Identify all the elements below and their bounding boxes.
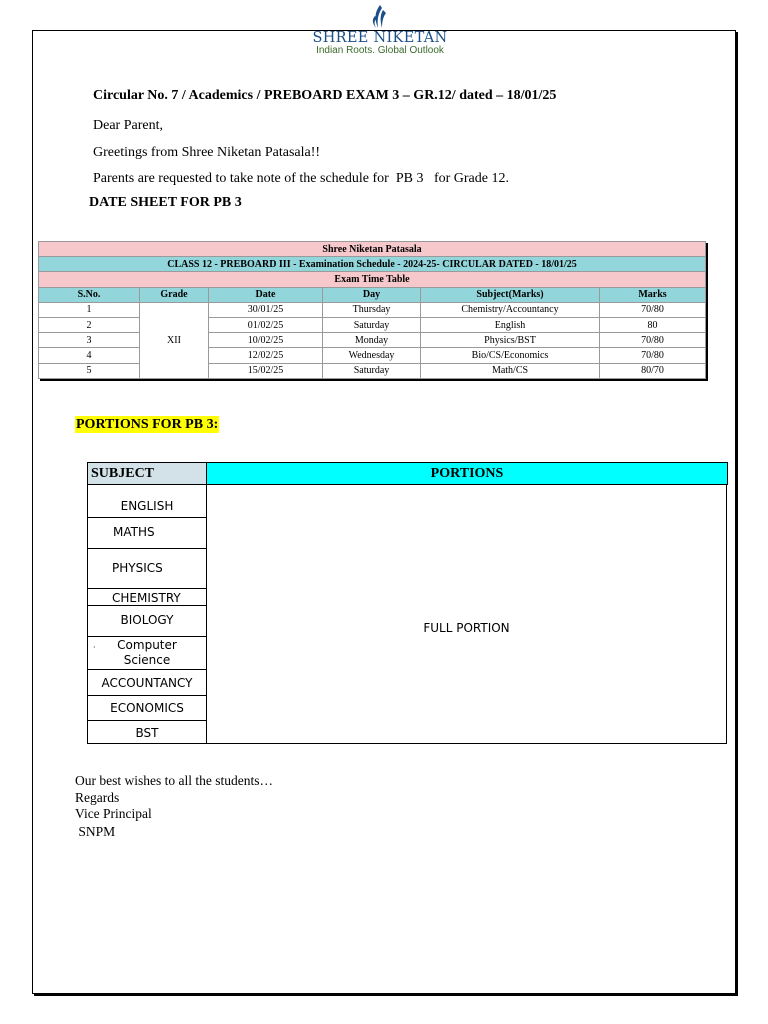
cell-date: 30/01/25 <box>209 302 323 317</box>
col-header-subject: Subject(Marks) <box>421 287 600 302</box>
logo-tagline: Indian Roots. Global Outlook <box>316 45 444 56</box>
school-logo <box>300 4 460 58</box>
col-header-day: Day <box>323 287 421 302</box>
subject-chemistry: CHEMISTRY <box>88 589 206 606</box>
subject-physics: PHYSICS <box>88 549 206 589</box>
closing-org: SNPM <box>75 824 116 839</box>
subject-column <box>87 485 207 744</box>
cell-marks: 80 <box>600 317 706 332</box>
cell-marks: 70/80 <box>600 333 706 348</box>
portions-header: PORTIONS <box>207 462 728 485</box>
col-header-grade: Grade <box>140 287 209 302</box>
cell-marks: 70/80 <box>600 348 706 363</box>
subject-english: ENGLISH <box>88 485 206 518</box>
cell-subject: Bio/CS/Economics <box>421 348 600 363</box>
greeting: Greetings from Shree Niketan Patasala!! <box>93 145 321 160</box>
request-text: Parents are requested to take note of the schedule for PB 3 for Grade 12. <box>93 171 509 186</box>
col-header-date: Date <box>209 287 323 302</box>
cell-subject: Chemistry/Accountancy <box>421 302 600 317</box>
subject-bst: BST <box>135 726 159 740</box>
closing-designation: Vice Principal <box>75 806 152 821</box>
cell-date: 10/02/25 <box>209 333 323 348</box>
circular-line: Circular No. 7 / Academics / PREBOARD EXAM 3 – GR.12/ dated – 18/01/25 <box>93 88 557 103</box>
subject-accountancy: ACCOUNTANCY <box>88 670 206 696</box>
cell-subject: Physics/BST <box>421 333 600 348</box>
cell-subject: English <box>421 317 600 332</box>
cell-day: Saturday <box>323 317 421 332</box>
schedule-title: CLASS 12 - PREBOARD III - Examination Schedule - 2024-25- CIRCULAR DATED - 18/01/25 <box>39 257 706 272</box>
closing-regards: Regards <box>75 790 120 805</box>
table-row <box>39 348 706 363</box>
closing-wishes: Our best wishes to all the students… <box>75 773 273 788</box>
portions-cell <box>207 485 727 744</box>
exam-schedule-table <box>38 241 706 379</box>
cell-day: Monday <box>323 333 421 348</box>
cell-date: 01/02/25 <box>209 317 323 332</box>
cell-date: 15/02/25 <box>209 363 323 378</box>
col-header-marks: Marks <box>600 287 706 302</box>
cell-marks: 80/70 <box>600 363 706 378</box>
subject-economics: ECONOMICS <box>88 696 206 721</box>
table-row <box>39 333 706 348</box>
cell-day: Saturday <box>323 363 421 378</box>
logo-emblem-icon <box>365 4 395 30</box>
table-row <box>39 363 706 378</box>
subject-maths: MATHS <box>88 518 206 549</box>
cell-sno: 4 <box>39 348 140 363</box>
subject-computer-science: · Computer Science <box>88 637 206 670</box>
cell-subject: Math/CS <box>421 363 600 378</box>
cell-sno: 5 <box>39 363 140 378</box>
schedule-subtitle: Exam Time Table <box>39 272 706 287</box>
subject-header: SUBJECT <box>87 462 207 485</box>
table-row <box>39 317 706 332</box>
cell-day: Thursday <box>323 302 421 317</box>
cell-sno: 3 <box>39 333 140 348</box>
table-row <box>39 302 706 317</box>
full-portion-text: FULL PORTION <box>423 621 510 635</box>
logo-name: SHREE NIKETAN <box>312 30 448 46</box>
schedule-school: Shree Niketan Patasala <box>39 242 706 257</box>
salutation: Dear Parent, <box>93 118 163 133</box>
col-header-sno: S.No. <box>39 287 140 302</box>
cell-marks: 70/80 <box>600 302 706 317</box>
date-sheet-title: DATE SHEET FOR PB 3 <box>89 195 242 210</box>
cell-sno: 1 <box>39 302 140 317</box>
cell-grade: XII <box>140 302 209 378</box>
cell-day: Wednesday <box>323 348 421 363</box>
cell-date: 12/02/25 <box>209 348 323 363</box>
subject-biology: BIOLOGY <box>88 606 206 637</box>
portions-title: PORTIONS FOR PB 3: <box>76 417 219 432</box>
portions-table <box>87 462 728 744</box>
bullet-dot: · <box>93 643 96 652</box>
cell-sno: 2 <box>39 317 140 332</box>
